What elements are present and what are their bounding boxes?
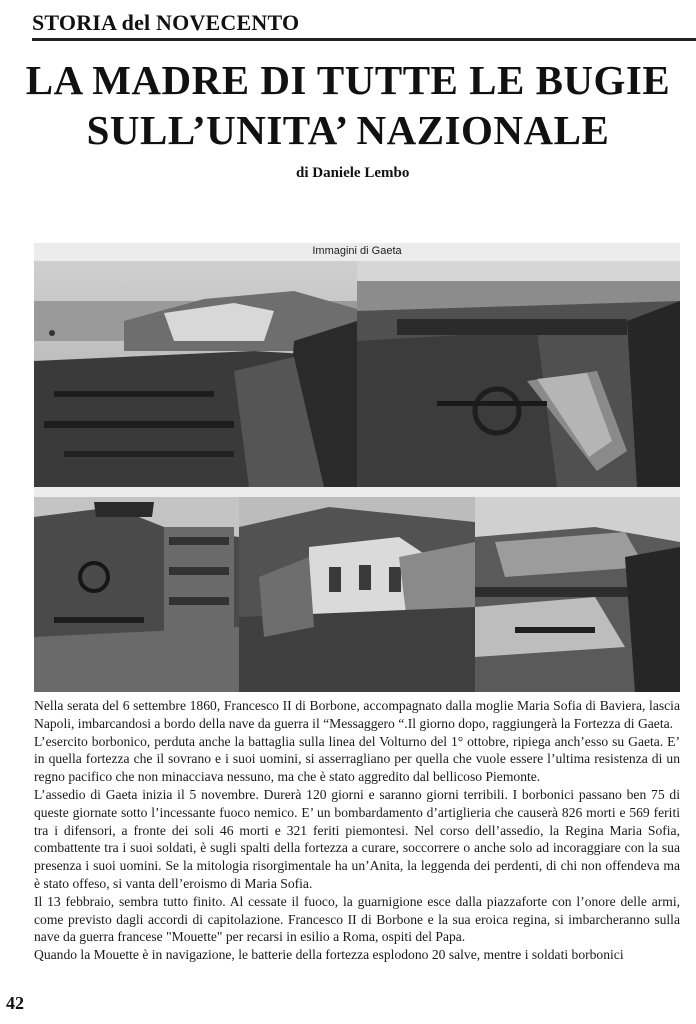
body-paragraph: L’assedio di Gaeta inizia il 5 novembre. Durerà 120 giorni e saranno giorni terribili. I borbonici passano ben 75 di queste giornate sotto l’incessante fuoco nemico. E’ un bombardamento d’artiglieria che causerà 826 morti e 569 feriti tra i difensori, a fronte dei soli 46 morti e 321 feriti piemontesi. Nel corso dell’assedio, la Regina Maria Sofia, combattente tra i suoi soldati, è sugli spalti della fortezza a curare, soccorrere o anche solo ad incoraggiare con la sua presenza i suoi uomini. Se la mitologia risorgimentale ha un’Anita, la leggenda dei perdenti, di chi non offendeva ma è stato offeso, si vanta dell’eroismo di Maria Sofia.	[34, 786, 680, 891]
article-title-line-1: LA MADRE DI TUTTE LE BUGIE	[25, 57, 671, 103]
article-byline: di Daniele Lembo	[296, 165, 410, 181]
gallery-caption: Immagini di Gaeta	[312, 245, 402, 257]
section-title: STORIA del NOVECENTO	[32, 10, 300, 35]
photo-ruined-buildings	[239, 497, 475, 692]
photo-cannon-wreck	[34, 497, 239, 692]
photo-gallery	[34, 243, 680, 692]
body-paragraph: Nella serata del 6 settembre 1860, Francesco II di Borbone, accompagnato dalla moglie Maria Sofia di Baviera, lascia Napoli, imbarcandosi a bordo della nave da guerra il “Messaggero “.Il giorno dopo, raggiungerà la Fortezza di Gaeta.	[34, 698, 680, 731]
body-paragraph: L’esercito borbonico, perduta anche la battaglia sulla linea del Volturno del 1° ottobre, ripiega anch’esso su Gaeta. E’ in quella fortezza che il sovrano e i suoi uomini, si asserragliano per quella che vuole essere l’ultima resistenza di un regno pacifico che non minacciava nessuno, ma che è stato aggredito dal bellicoso Piemonte.	[34, 733, 680, 785]
photo-cannon-rampart	[357, 261, 680, 487]
section-header	[32, 8, 696, 41]
article-body	[34, 697, 680, 964]
photo-fortress-harbour	[34, 261, 357, 487]
photo-fort-walls	[475, 497, 680, 692]
body-paragraph: Quando la Mouette è in navigazione, le batterie della fortezza esplodono 20 salve, mentre i soldati borbonici	[34, 947, 624, 963]
body-paragraph: Il 13 febbraio, sembra tutto finito. Al cessate il fuoco, la guarnigione esce dalla piazzaforte con l’onore delle armi, come previsto dagli accordi di capitolazione. Francesco II di Borbone e la sua eroica regina, si imbarcheranno sulla nave da guerra francese "Mouette" per recarsi in esilio a Roma, ospiti del Papa.	[34, 893, 680, 945]
article-title	[0, 55, 696, 155]
article-title-line-2: SULL’UNITA’ NAZIONALE	[86, 107, 610, 153]
page-number: 42	[6, 993, 24, 1013]
